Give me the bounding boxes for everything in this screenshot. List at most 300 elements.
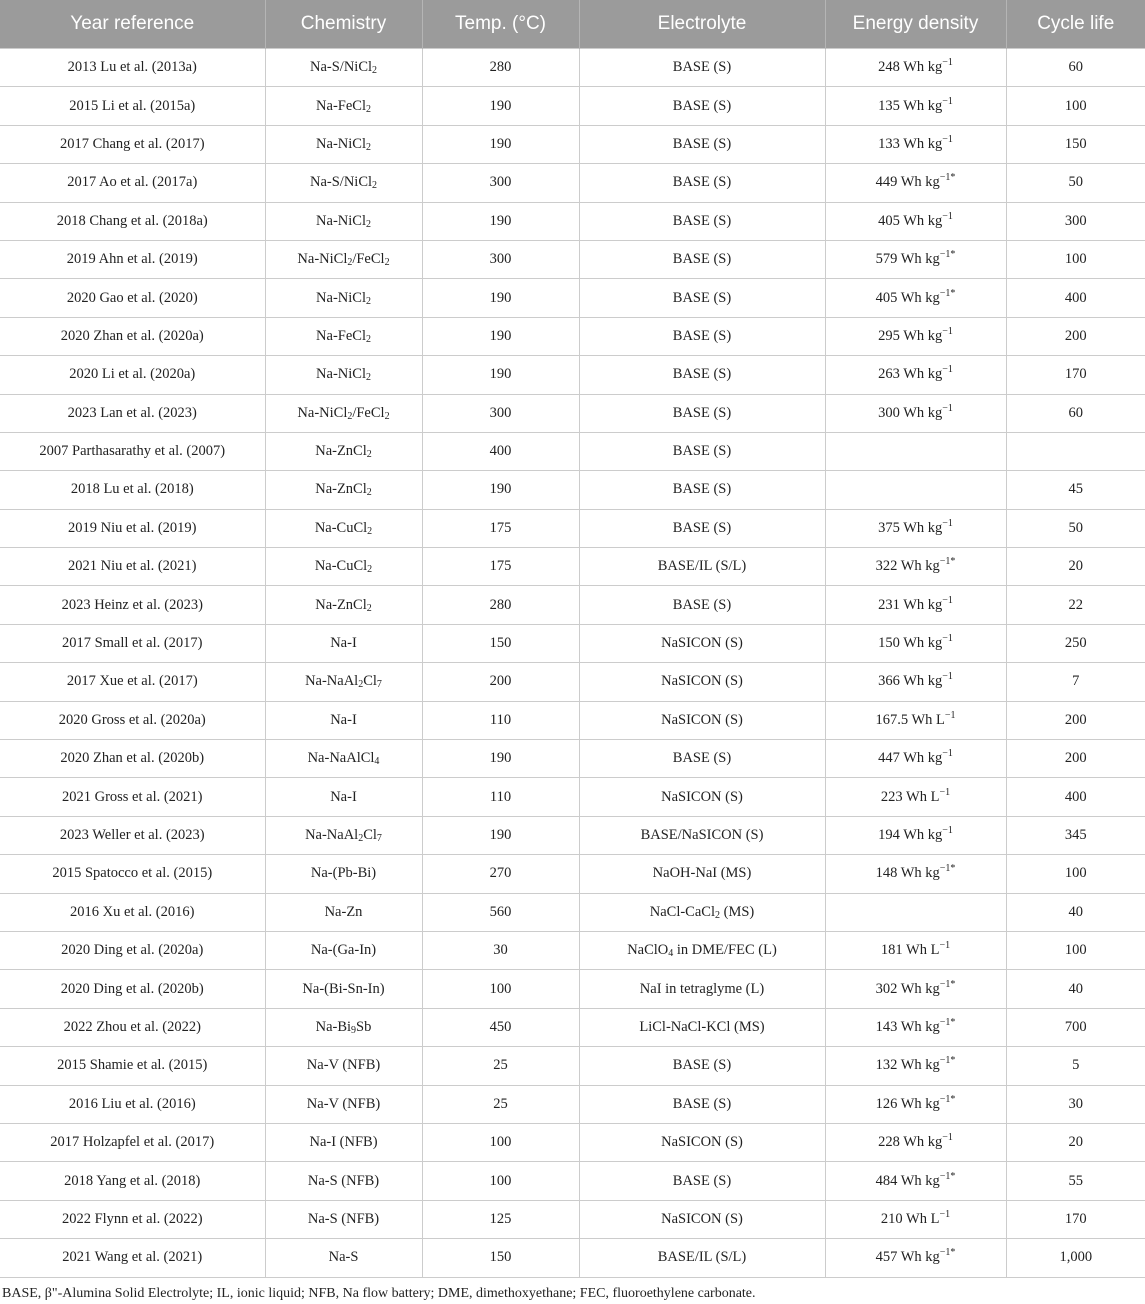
chemistry-text: Na-I — [330, 711, 357, 728]
table-row — [0, 87, 1145, 125]
electrolyte-text: BASE (S) — [672, 404, 732, 421]
chemistry-subscript: 2 — [365, 333, 371, 345]
energy-density-text: 405 Wh kg — [875, 289, 940, 306]
cell-energy-density — [825, 279, 1006, 317]
chemistry-text: Na-CuCl — [314, 519, 368, 536]
cell-energy-density — [825, 740, 1006, 778]
cell-year-reference: 2016 Liu et al. (2016) — [0, 1085, 265, 1123]
chemistry-subscript: 2 — [372, 65, 378, 77]
table-row — [0, 1239, 1145, 1277]
chemistry-subscript: 2 — [365, 295, 371, 307]
chemistry-text: Cl — [363, 673, 377, 690]
energy-density-supscript: −1* — [939, 556, 956, 568]
cell-temperature: 25 — [422, 1047, 579, 1085]
cell-year-reference: 2021 Wang et al. (2021) — [0, 1239, 265, 1277]
electrolyte-text: BASE (S) — [672, 97, 732, 114]
table-row — [0, 855, 1145, 893]
cell-year-reference: 2020 Gross et al. (2020a) — [0, 701, 265, 739]
cell-temperature: 190 — [422, 317, 579, 355]
cell-electrolyte — [579, 548, 825, 586]
energy-density-text: 133 Wh kg — [878, 135, 943, 152]
cell-electrolyte — [579, 164, 825, 202]
cell-energy-density — [825, 432, 1006, 470]
chemistry-text: Na-ZnCl — [315, 443, 367, 460]
cell-cycle-life: 200 — [1006, 701, 1145, 739]
cell-energy-density — [825, 202, 1006, 240]
electrolyte-text: BASE (S) — [672, 327, 732, 344]
energy-density-text: 366 Wh kg — [878, 673, 943, 690]
cell-energy-density — [825, 855, 1006, 893]
table-row — [0, 471, 1145, 509]
energy-density-text: 194 Wh kg — [878, 827, 943, 843]
chemistry-text: Na-NaAl — [305, 827, 359, 843]
cell-cycle-life: 300 — [1006, 202, 1145, 240]
cell-electrolyte — [579, 740, 825, 778]
cell-temperature: 30 — [422, 931, 579, 969]
cell-chemistry — [265, 394, 422, 432]
cell-temperature: 270 — [422, 855, 579, 893]
table-row — [0, 432, 1145, 470]
energy-density-supscript: −1* — [939, 1055, 956, 1067]
cell-chemistry — [265, 509, 422, 547]
cell-year-reference: 2020 Ding et al. (2020b) — [0, 970, 265, 1008]
chemistry-text: Na-NaAlCl — [307, 750, 375, 767]
table-row — [0, 1200, 1145, 1238]
cell-chemistry — [265, 970, 422, 1008]
cell-energy-density — [825, 931, 1006, 969]
energy-density-text: 132 Wh kg — [875, 1057, 940, 1074]
cell-cycle-life: 100 — [1006, 87, 1145, 125]
chemistry-subscript: 2 — [384, 410, 390, 422]
electrolyte-subscript: 2 — [715, 909, 720, 921]
cell-electrolyte — [579, 1047, 825, 1085]
cell-chemistry — [265, 317, 422, 355]
cell-chemistry — [265, 1162, 422, 1200]
energy-density-text: 248 Wh kg — [878, 59, 943, 76]
electrolyte-text: (MS) — [720, 903, 755, 920]
cell-electrolyte — [579, 394, 825, 432]
cell-electrolyte — [579, 125, 825, 163]
cell-year-reference: 2015 Li et al. (2015a) — [0, 87, 265, 125]
cell-electrolyte — [579, 1200, 825, 1238]
electrolyte-text: NaSICON (S) — [661, 1134, 743, 1151]
cell-temperature: 100 — [422, 1123, 579, 1161]
electrolyte-text: NaCl-CaCl — [649, 903, 715, 920]
cell-electrolyte — [579, 855, 825, 893]
electrolyte-text: BASE (S) — [672, 174, 732, 191]
cell-chemistry — [265, 471, 422, 509]
cell-energy-density — [825, 778, 1006, 816]
table-row — [0, 1008, 1145, 1046]
chemistry-text: Na-(Bi-Sn-In) — [302, 980, 385, 997]
chemistry-subscript: 2 — [365, 218, 371, 230]
cell-energy-density — [825, 701, 1006, 739]
electrolyte-text: NaSICON (S) — [661, 673, 743, 690]
cell-electrolyte — [579, 701, 825, 739]
energy-density-text: 375 Wh kg — [878, 519, 943, 536]
cell-year-reference: 2019 Ahn et al. (2019) — [0, 240, 265, 278]
table-row — [0, 356, 1145, 394]
cell-temperature: 110 — [422, 701, 579, 739]
electrolyte-text: BASE (S) — [672, 519, 732, 536]
electrolyte-text: NaSICON (S) — [661, 711, 743, 728]
cell-temperature: 125 — [422, 1200, 579, 1238]
cell-temperature: 300 — [422, 394, 579, 432]
chemistry-subscript: 2 — [347, 257, 353, 269]
electrolyte-text: NaClO — [627, 942, 669, 959]
cell-cycle-life: 200 — [1006, 317, 1145, 355]
cell-year-reference: 2022 Zhou et al. (2022) — [0, 1008, 265, 1046]
cell-chemistry — [265, 816, 422, 854]
cell-energy-density — [825, 1047, 1006, 1085]
chemistry-text: Na-NiCl — [316, 366, 366, 383]
energy-density-text: 143 Wh kg — [875, 1018, 940, 1035]
electrolyte-text: BASE (S) — [672, 135, 732, 152]
cell-energy-density — [825, 1008, 1006, 1046]
header-electrolyte: Electrolyte — [579, 0, 825, 49]
electrolyte-text: LiCl-NaCl-KCl (MS) — [639, 1018, 765, 1035]
energy-density-text: 302 Wh kg — [875, 980, 940, 997]
energy-density-supscript: −1* — [939, 287, 956, 299]
cell-chemistry — [265, 624, 422, 662]
energy-density-supscript: −1 — [942, 133, 953, 145]
cell-cycle-life: 30 — [1006, 1085, 1145, 1123]
chemistry-subscript: 2 — [366, 449, 372, 461]
energy-density-supscript: −1 — [942, 325, 953, 337]
chemistry-subscript: 2 — [365, 103, 371, 115]
chemistry-text: Na-S (NFB) — [307, 1172, 380, 1189]
chemistry-subscript: 2 — [384, 257, 390, 269]
cell-cycle-life — [1006, 432, 1145, 470]
cell-cycle-life: 40 — [1006, 970, 1145, 1008]
table-row — [0, 1085, 1145, 1123]
cell-cycle-life: 45 — [1006, 471, 1145, 509]
cell-cycle-life: 100 — [1006, 931, 1145, 969]
cell-chemistry — [265, 663, 422, 701]
cell-electrolyte — [579, 1123, 825, 1161]
chemistry-text: Na-ZnCl — [315, 596, 367, 613]
cell-energy-density — [825, 893, 1006, 931]
table-row — [0, 394, 1145, 432]
electrolyte-text: BASE (S) — [672, 1095, 732, 1112]
cell-year-reference: 2020 Ding et al. (2020a) — [0, 931, 265, 969]
chemistry-subscript: 2 — [365, 372, 371, 384]
table-row — [0, 778, 1145, 816]
cell-cycle-life: 55 — [1006, 1162, 1145, 1200]
cell-electrolyte — [579, 816, 825, 854]
energy-density-supscript: −1 — [942, 671, 953, 683]
energy-density-supscript: −1* — [939, 249, 956, 261]
cell-chemistry — [265, 1200, 422, 1238]
cell-year-reference: 2023 Heinz et al. (2023) — [0, 586, 265, 624]
cell-temperature: 400 — [422, 432, 579, 470]
cell-energy-density — [825, 1162, 1006, 1200]
cell-chemistry — [265, 87, 422, 125]
cell-chemistry — [265, 778, 422, 816]
cell-energy-density — [825, 624, 1006, 662]
chemistry-text: Na-NiCl — [316, 135, 366, 152]
chemistry-text: Na-NaAl — [305, 673, 359, 690]
energy-density-supscript: −1 — [942, 748, 953, 760]
chemistry-subscript: 2 — [358, 833, 364, 844]
chemistry-text: Na-I — [330, 635, 357, 652]
cell-year-reference: 2023 Lan et al. (2023) — [0, 394, 265, 432]
chemistry-text: Na-NiCl — [316, 212, 366, 229]
cell-chemistry — [265, 279, 422, 317]
cell-cycle-life: 200 — [1006, 740, 1145, 778]
cell-temperature: 280 — [422, 49, 579, 87]
cell-energy-density — [825, 240, 1006, 278]
cell-year-reference: 2017 Chang et al. (2017) — [0, 125, 265, 163]
cell-chemistry — [265, 548, 422, 586]
cell-electrolyte — [579, 778, 825, 816]
energy-density-supscript: −1* — [939, 1016, 956, 1028]
cell-chemistry — [265, 125, 422, 163]
chemistry-subscript: 7 — [376, 833, 382, 844]
cell-electrolyte — [579, 931, 825, 969]
electrolyte-text: NaI in tetraglyme (L) — [639, 980, 765, 997]
cell-year-reference: 2020 Zhan et al. (2020b) — [0, 740, 265, 778]
cell-temperature: 190 — [422, 471, 579, 509]
cell-chemistry — [265, 1047, 422, 1085]
cell-cycle-life: 50 — [1006, 509, 1145, 547]
cell-temperature: 190 — [422, 356, 579, 394]
header-energy-density: Energy density — [825, 0, 1006, 49]
table-row — [0, 125, 1145, 163]
cell-year-reference: 2016 Xu et al. (2016) — [0, 893, 265, 931]
energy-density-text: 148 Wh kg — [875, 865, 940, 882]
energy-density-text: 210 Wh L — [880, 1210, 940, 1227]
table-row — [0, 740, 1145, 778]
chemistry-subscript: 2 — [358, 679, 364, 691]
electrolyte-text: BASE (S) — [672, 481, 732, 498]
cell-temperature: 100 — [422, 1162, 579, 1200]
cell-chemistry — [265, 356, 422, 394]
cell-year-reference: 2015 Shamie et al. (2015) — [0, 1047, 265, 1085]
cell-year-reference: 2017 Ao et al. (2017a) — [0, 164, 265, 202]
header-year-reference: Year reference — [0, 0, 265, 49]
cell-year-reference: 2023 Weller et al. (2023) — [0, 816, 265, 854]
cell-temperature: 25 — [422, 1085, 579, 1123]
cell-electrolyte — [579, 1085, 825, 1123]
table-row — [0, 970, 1145, 1008]
energy-density-text: 150 Wh kg — [878, 635, 943, 652]
cell-year-reference: 2021 Niu et al. (2021) — [0, 548, 265, 586]
cell-cycle-life: 60 — [1006, 49, 1145, 87]
cell-temperature: 190 — [422, 87, 579, 125]
cell-energy-density — [825, 509, 1006, 547]
cell-energy-density — [825, 471, 1006, 509]
electrolyte-text: BASE/IL (S/L) — [657, 1249, 747, 1266]
cell-chemistry — [265, 701, 422, 739]
cell-electrolyte — [579, 586, 825, 624]
cell-electrolyte — [579, 663, 825, 701]
chemistry-text: Na-S/NiCl — [309, 59, 373, 76]
table-row — [0, 624, 1145, 662]
table-footnote: BASE, β"-Alumina Solid Electrolyte; IL, ionic liquid; NFB, Na flow battery; DME, dimethoxyethane; FEC, fluoroethylene carbonate. — [2, 1285, 756, 1301]
electrolyte-text: BASE (S) — [672, 251, 732, 268]
chemistry-text: Na-CuCl — [314, 558, 368, 575]
cell-cycle-life: 40 — [1006, 893, 1145, 931]
table-row — [0, 893, 1145, 931]
cell-temperature: 100 — [422, 970, 579, 1008]
cell-energy-density — [825, 356, 1006, 394]
cell-chemistry — [265, 49, 422, 87]
cell-temperature: 190 — [422, 125, 579, 163]
energy-density-text: 228 Wh kg — [878, 1134, 943, 1151]
chemistry-text: /FeCl — [352, 251, 385, 268]
cell-chemistry — [265, 1239, 422, 1277]
cell-electrolyte — [579, 202, 825, 240]
energy-density-text: 126 Wh kg — [875, 1095, 940, 1112]
cell-temperature: 450 — [422, 1008, 579, 1046]
cell-chemistry — [265, 740, 422, 778]
cell-year-reference: 2017 Holzapfel et al. (2017) — [0, 1123, 265, 1161]
cell-chemistry — [265, 240, 422, 278]
cell-energy-density — [825, 586, 1006, 624]
chemistry-text: Na-(Ga-In) — [310, 942, 377, 959]
energy-density-text: 223 Wh L — [880, 788, 940, 805]
cell-energy-density — [825, 548, 1006, 586]
electrolyte-subscript: 4 — [668, 948, 674, 960]
cell-electrolyte — [579, 624, 825, 662]
chemistry-text: Na-V (NFB) — [306, 1057, 381, 1074]
electrolyte-text: NaSICON (S) — [661, 635, 743, 652]
table-row — [0, 931, 1145, 969]
energy-density-supscript: −1 — [942, 825, 953, 836]
cell-temperature: 150 — [422, 624, 579, 662]
table-row — [0, 1123, 1145, 1161]
cell-temperature: 110 — [422, 778, 579, 816]
energy-density-text: 449 Wh kg — [875, 174, 940, 191]
electrolyte-text: NaSICON (S) — [661, 788, 743, 805]
cell-year-reference: 2007 Parthasarathy et al. (2007) — [0, 432, 265, 470]
cell-year-reference: 2013 Lu et al. (2013a) — [0, 49, 265, 87]
cell-electrolyte — [579, 1008, 825, 1046]
energy-density-supscript: −1 — [942, 364, 953, 376]
table-row — [0, 586, 1145, 624]
table-body — [0, 49, 1145, 1278]
electrolyte-text: BASE (S) — [672, 596, 732, 613]
energy-density-text: 167.5 Wh L — [875, 711, 945, 728]
chemistry-text: Na-FeCl — [316, 327, 366, 344]
cell-cycle-life: 1,000 — [1006, 1239, 1145, 1277]
cell-cycle-life: 7 — [1006, 663, 1145, 701]
cell-temperature: 190 — [422, 740, 579, 778]
table-row — [0, 1162, 1145, 1200]
cell-electrolyte — [579, 509, 825, 547]
chemistry-text: Na-Zn — [324, 903, 363, 920]
cell-energy-density — [825, 663, 1006, 701]
cell-energy-density — [825, 317, 1006, 355]
cell-electrolyte — [579, 356, 825, 394]
chemistry-subscript: 2 — [365, 141, 371, 153]
chemistry-text: Na-NiCl — [297, 251, 348, 268]
cell-temperature: 150 — [422, 1239, 579, 1277]
cell-chemistry — [265, 586, 422, 624]
cell-temperature: 560 — [422, 893, 579, 931]
energy-density-supscript: −1 — [942, 594, 953, 606]
table-row — [0, 240, 1145, 278]
electrolyte-text: BASE/NaSICON (S) — [640, 827, 764, 843]
electrolyte-text: BASE (S) — [672, 212, 732, 229]
cell-chemistry — [265, 1123, 422, 1161]
chemistry-subscript: 2 — [347, 410, 353, 422]
cell-cycle-life: 400 — [1006, 279, 1145, 317]
cell-electrolyte — [579, 49, 825, 87]
chemistry-text: Na-NiCl — [297, 404, 348, 421]
cell-electrolyte — [579, 471, 825, 509]
table-row — [0, 663, 1145, 701]
table-row — [0, 164, 1145, 202]
cell-cycle-life: 100 — [1006, 855, 1145, 893]
energy-density-supscript: −1 — [942, 1132, 953, 1144]
header-chemistry: Chemistry — [265, 0, 422, 49]
cell-temperature: 300 — [422, 164, 579, 202]
electrolyte-text: BASE (S) — [672, 366, 732, 383]
cell-energy-density — [825, 87, 1006, 125]
cell-temperature: 175 — [422, 509, 579, 547]
cell-cycle-life: 400 — [1006, 778, 1145, 816]
table-row — [0, 49, 1145, 87]
cell-cycle-life: 20 — [1006, 548, 1145, 586]
electrolyte-text: NaOH-NaI (MS) — [652, 865, 752, 882]
cell-cycle-life: 700 — [1006, 1008, 1145, 1046]
cell-energy-density — [825, 125, 1006, 163]
cell-cycle-life: 5 — [1006, 1047, 1145, 1085]
cell-electrolyte — [579, 317, 825, 355]
cell-cycle-life: 20 — [1006, 1123, 1145, 1161]
energy-density-text: 295 Wh kg — [878, 327, 943, 344]
energy-density-supscript: −1 — [942, 57, 953, 69]
table-row — [0, 202, 1145, 240]
table-header-row — [0, 0, 1145, 49]
energy-density-supscript: −1 — [942, 95, 953, 107]
header-temperature: Temp. (°C) — [422, 0, 579, 49]
chemistry-text: Na-S/NiCl — [309, 174, 373, 191]
chemistry-subscript: 7 — [376, 679, 382, 691]
cell-chemistry — [265, 202, 422, 240]
cell-energy-density — [825, 1239, 1006, 1277]
chemistry-text: Na-NiCl — [316, 289, 366, 306]
chemistry-subscript: 2 — [366, 602, 372, 614]
chemistry-text: Na-ZnCl — [315, 481, 367, 498]
cell-year-reference: 2018 Yang et al. (2018) — [0, 1162, 265, 1200]
energy-density-text: 447 Wh kg — [878, 750, 943, 767]
electrolyte-text: BASE (S) — [672, 1172, 732, 1189]
cell-year-reference: 2018 Lu et al. (2018) — [0, 471, 265, 509]
cell-temperature: 200 — [422, 663, 579, 701]
cell-chemistry — [265, 432, 422, 470]
table-row — [0, 317, 1145, 355]
chemistry-subscript: 4 — [374, 756, 380, 768]
chemistry-subscript: 9 — [351, 1024, 357, 1036]
energy-density-supscript: −1 — [939, 786, 951, 798]
energy-density-text: 263 Wh kg — [878, 366, 943, 383]
cell-electrolyte — [579, 1239, 825, 1277]
chemistry-subscript: 2 — [372, 180, 378, 192]
table-row — [0, 816, 1145, 854]
cell-cycle-life: 250 — [1006, 624, 1145, 662]
energy-density-supscript: −1 — [942, 517, 953, 529]
chemistry-text: Na-Bi — [315, 1018, 352, 1035]
cell-chemistry — [265, 1008, 422, 1046]
electrolyte-text: BASE (S) — [672, 750, 732, 767]
cell-electrolyte — [579, 87, 825, 125]
cell-year-reference: 2017 Small et al. (2017) — [0, 624, 265, 662]
table-row — [0, 1047, 1145, 1085]
cell-cycle-life: 22 — [1006, 586, 1145, 624]
